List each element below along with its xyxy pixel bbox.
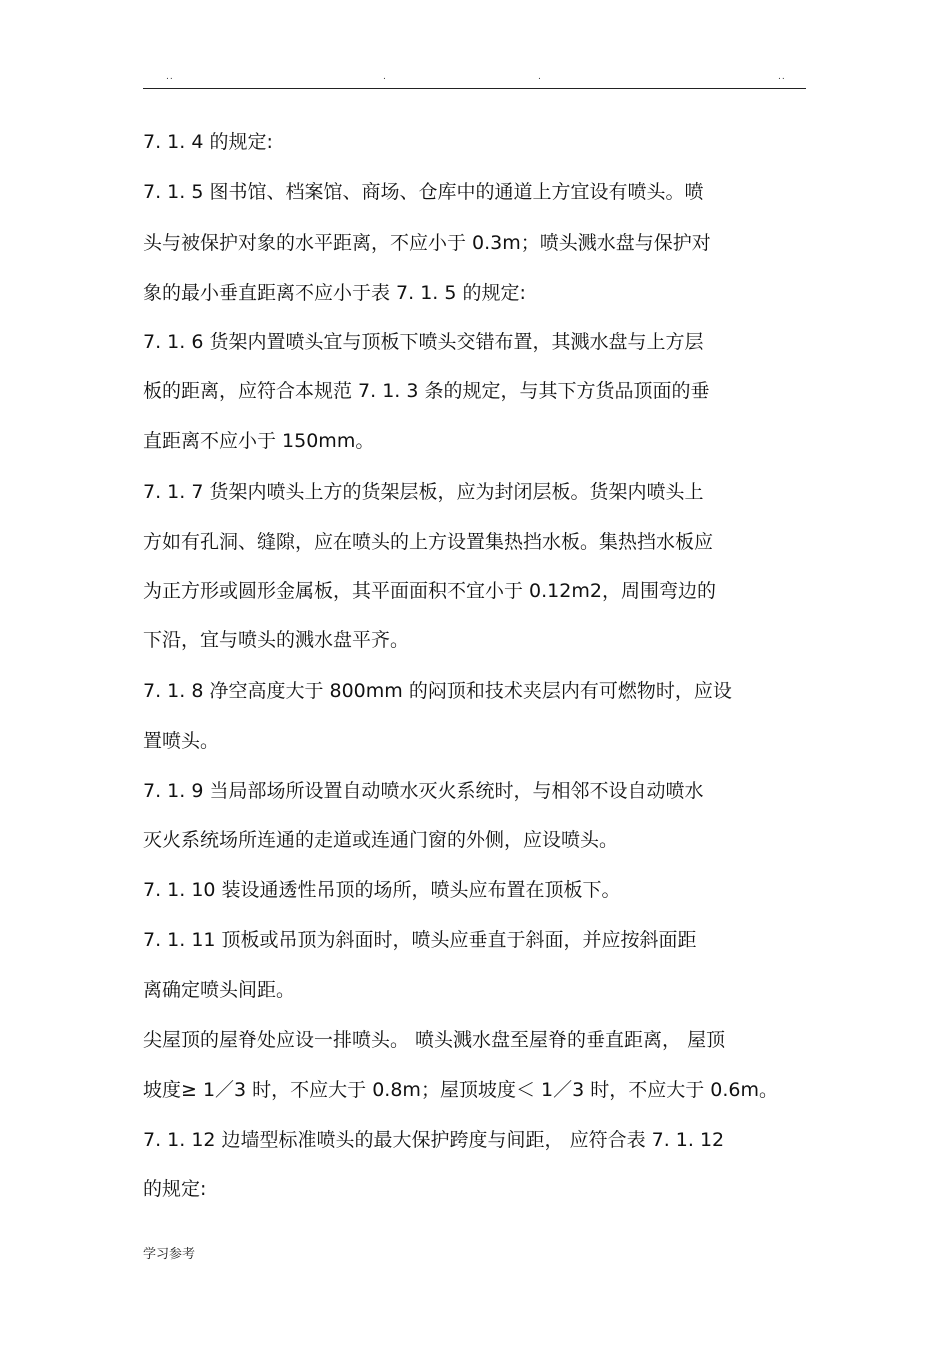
text-line-13: 置喷头。 xyxy=(143,730,220,752)
text-line-22: 的规定: xyxy=(143,1178,207,1200)
text-line-15: 灭火系统场所连通的走道或连通门窗的外侧，应设喷头。 xyxy=(143,829,619,851)
text-line-4: 象的最小垂直距离不应小于表 7. 1. 5 的规定: xyxy=(143,282,526,304)
text-line-10: 为正方形或圆形金属板，其平面面积不宜小于 0.12m2，周围弯边的 xyxy=(143,580,716,602)
text-line-12: 7. 1. 8 净空高度大于 800mm 的闷顶和技术夹层内有可燃物时，应设 xyxy=(143,680,732,702)
text-line-3: 头与被保护对象的水平距离，不应小于 0.3m；喷头溅水盘与保护对 xyxy=(143,232,711,254)
text-line-21: 7. 1. 12 边墙型标准喷头的最大保护跨度与间距， 应符合表 7. 1. 12 xyxy=(143,1129,725,1151)
text-line-7: 直距离不应小于 150mm。 xyxy=(143,430,375,452)
text-line-11: 下沿，宜与喷头的溅水盘平齐。 xyxy=(143,629,410,651)
header-mark-1: .. xyxy=(166,72,174,82)
header-rule xyxy=(143,88,806,89)
header-mark-4: .. xyxy=(778,72,786,82)
header-mark-3: . xyxy=(538,72,542,82)
text-line-17: 7. 1. 11 顶板或吊顶为斜面时，喷头应垂直于斜面，并应按斜面距 xyxy=(143,929,697,951)
text-line-8: 7. 1. 7 货架内喷头上方的货架层板，应为封闭层板。货架内喷头上 xyxy=(143,481,704,503)
text-line-20: 坡度≥ 1／3 时，不应大于 0.8m；屋顶坡度＜ 1／3 时，不应大于 0.6m。 xyxy=(143,1079,778,1101)
text-line-5: 7. 1. 6 货架内置喷头宜与顶板下喷头交错布置，其溅水盘与上方层 xyxy=(143,331,704,353)
text-line-2: 7. 1. 5 图书馆、档案馆、商场、仓库中的通道上方宜设有喷头。喷 xyxy=(143,181,704,203)
text-line-19: 尖屋顶的屋脊处应设一排喷头。 喷头溅水盘至屋脊的垂直距离， 屋顶 xyxy=(143,1029,726,1051)
header-mark-2: . xyxy=(383,72,387,82)
text-line-18: 离确定喷头间距。 xyxy=(143,979,296,1001)
text-line-16: 7. 1. 10 装设通透性吊顶的场所，喷头应布置在顶板下。 xyxy=(143,879,621,901)
text-line-1: 7. 1. 4 的规定: xyxy=(143,131,273,153)
text-line-6: 板的距离，应符合本规范 7. 1. 3 条的规定，与其下方货品顶面的垂 xyxy=(143,380,710,402)
text-line-14: 7. 1. 9 当局部场所设置自动喷水灭火系统时，与相邻不设自动喷水 xyxy=(143,780,704,802)
text-line-9: 方如有孔洞、缝隙，应在喷头的上方设置集热挡水板。集热挡水板应 xyxy=(143,531,714,553)
page-footer: 学习参考 xyxy=(143,1247,196,1262)
